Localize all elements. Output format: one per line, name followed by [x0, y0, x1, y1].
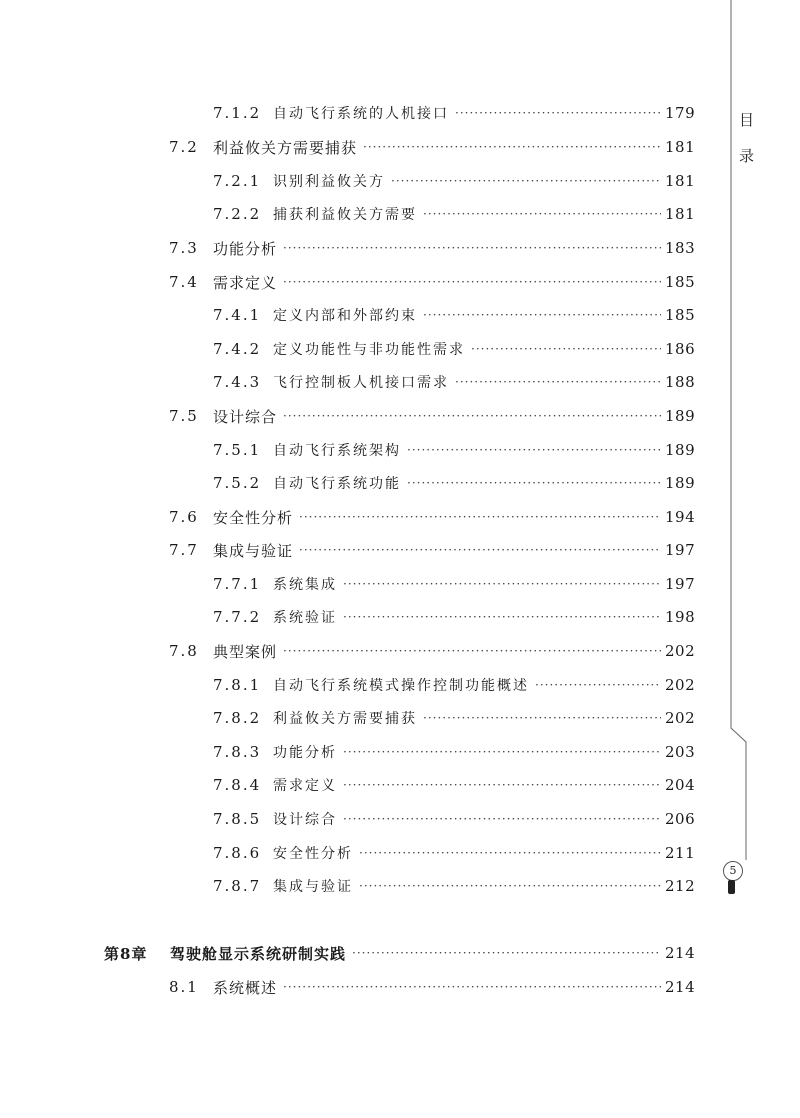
leader-dots: [455, 106, 661, 120]
entry-number: 7.8.5: [213, 810, 262, 828]
side-tab-char: 目: [739, 111, 755, 129]
entry-title: 利益攸关方需要捕获: [273, 711, 417, 727]
entry-page: 189: [665, 474, 696, 492]
entry-number: 7.4: [169, 273, 199, 291]
toc-entry[interactable]: [213, 572, 695, 596]
entry-number: 7.1.2: [213, 104, 262, 122]
entry-number: 7.2.2: [213, 205, 262, 223]
leader-dots: [283, 241, 661, 255]
toc-entry[interactable]: [213, 337, 695, 361]
entry-number: 7.5: [169, 407, 199, 425]
entry-page: 206: [665, 810, 696, 828]
entry-title: 系统验证: [273, 610, 337, 626]
leader-dots: [363, 140, 661, 154]
entry-page: 194: [665, 508, 696, 526]
entry-number: 7.4.2: [213, 340, 262, 358]
toc-entry[interactable]: [213, 169, 695, 193]
entry-number: 7.4.3: [213, 373, 262, 391]
leader-dots: [343, 778, 661, 792]
entry-page: 202: [665, 676, 696, 694]
leader-dots: [407, 476, 661, 490]
toc-entry[interactable]: [213, 807, 695, 831]
toc-entry[interactable]: [169, 975, 695, 999]
toc-entry[interactable]: [169, 639, 695, 663]
entry-page: 185: [665, 306, 696, 324]
leader-dots: [423, 308, 661, 322]
entry-title: 集成与验证: [273, 879, 353, 895]
entry-number: 8.1: [169, 978, 199, 996]
entry-page: 181: [665, 205, 696, 223]
leader-dots: [352, 946, 661, 960]
leader-dots: [343, 610, 661, 624]
toc-entry[interactable]: [213, 841, 695, 865]
leader-dots: [343, 812, 661, 826]
entry-page: 179: [665, 104, 696, 122]
entry-title: 自动飞行系统功能: [273, 476, 401, 492]
entry-page: 181: [665, 138, 696, 156]
entry-page: 197: [665, 575, 696, 593]
toc-entry[interactable]: [213, 202, 695, 226]
entry-title: 功能分析: [213, 239, 278, 258]
entry-title: 设计综合: [273, 812, 337, 828]
toc-entry[interactable]: [169, 404, 695, 428]
entry-number: 7.3: [169, 239, 199, 257]
leader-dots: [359, 846, 661, 860]
entry-title: 需求定义: [213, 273, 278, 292]
leader-dots: [471, 342, 661, 356]
toc-entry[interactable]: [169, 236, 695, 260]
entry-title: 捕获利益攸关方需要: [273, 207, 417, 223]
chapter-number: 第8章: [104, 944, 148, 963]
leader-dots: [359, 879, 661, 893]
toc-entry[interactable]: [213, 438, 695, 462]
entry-page: 202: [665, 642, 696, 660]
entry-page: 202: [665, 709, 696, 727]
side-tab-char: 录: [739, 147, 755, 165]
entry-page: 198: [665, 608, 696, 626]
leader-dots: [343, 577, 661, 591]
leader-dots: [423, 207, 661, 221]
entry-number: 7.8.1: [213, 676, 262, 694]
entry-title: 安全性分析: [213, 508, 294, 527]
entry-title: 典型案例: [213, 642, 278, 661]
page-number-marker: [728, 880, 735, 894]
entry-number: 7.6: [169, 508, 199, 526]
toc-entry[interactable]: [169, 538, 695, 562]
toc-entry[interactable]: [213, 605, 695, 629]
leader-dots: [283, 409, 661, 423]
entry-number: 7.5.1: [213, 441, 262, 459]
entry-number: 7.8.4: [213, 776, 262, 794]
entry-page: 183: [665, 239, 696, 257]
toc-entry[interactable]: [213, 874, 695, 898]
entry-page: 211: [665, 844, 696, 862]
entry-number: 7.8: [169, 642, 199, 660]
entry-page: 197: [665, 541, 696, 559]
side-tab-label: [739, 102, 753, 174]
leader-dots: [343, 745, 661, 759]
entry-page: 188: [665, 373, 696, 391]
toc-entry[interactable]: [213, 303, 695, 327]
entry-number: 7.2.1: [213, 172, 262, 190]
toc-entry[interactable]: [213, 706, 695, 730]
toc-entry[interactable]: [213, 101, 695, 125]
entry-title: 集成与验证: [213, 541, 294, 560]
entry-page: 189: [665, 441, 696, 459]
entry-page: 214: [665, 944, 696, 962]
entry-page: 204: [665, 776, 696, 794]
leader-dots: [535, 678, 661, 692]
entry-page: 203: [665, 743, 696, 761]
leader-dots: [283, 275, 661, 289]
entry-page: 181: [665, 172, 696, 190]
entry-number: 7.2: [169, 138, 199, 156]
entry-title: 系统集成: [273, 577, 337, 593]
entry-number: 7.7.2: [213, 608, 262, 626]
toc-entry[interactable]: [213, 673, 695, 697]
toc-entry[interactable]: [213, 740, 695, 764]
toc-entry[interactable]: [169, 505, 695, 529]
toc-chapter-entry[interactable]: [104, 941, 695, 965]
page-number: 5: [723, 861, 743, 881]
entry-number: 7.7.1: [213, 575, 262, 593]
entry-title: 定义功能性与非功能性需求: [273, 342, 465, 358]
entry-number: 7.7: [169, 541, 199, 559]
entry-number: 7.8.7: [213, 877, 262, 895]
leader-dots: [391, 174, 661, 188]
entry-title: 需求定义: [273, 778, 337, 794]
entry-title: 利益攸关方需要捕获: [213, 138, 358, 157]
entry-title: 定义内部和外部约束: [273, 308, 417, 324]
entry-number: 7.8.3: [213, 743, 262, 761]
entry-title: 自动飞行系统的人机接口: [273, 106, 449, 122]
leader-dots: [407, 443, 661, 457]
entry-number: 7.4.1: [213, 306, 262, 324]
entry-title: 自动飞行系统架构: [273, 443, 401, 459]
entry-title: 设计综合: [213, 407, 278, 426]
entry-page: 185: [665, 273, 696, 291]
entry-page: 214: [665, 978, 696, 996]
chapter-title: 驾驶舱显示系统研制实践: [170, 944, 347, 963]
leader-dots: [423, 711, 661, 725]
entry-page: 189: [665, 407, 696, 425]
entry-title: 安全性分析: [273, 846, 353, 862]
leader-dots: [299, 510, 661, 524]
toc-entry[interactable]: [213, 773, 695, 797]
toc-entry[interactable]: [169, 135, 695, 159]
entry-title: 系统概述: [213, 978, 278, 997]
toc-entry[interactable]: [213, 370, 695, 394]
leader-dots: [283, 980, 661, 994]
entry-number: 7.5.2: [213, 474, 262, 492]
leader-dots: [299, 543, 661, 557]
entry-page: 212: [665, 877, 696, 895]
entry-title: 功能分析: [273, 745, 337, 761]
toc-entry[interactable]: [169, 270, 695, 294]
entry-title: 识别利益攸关方: [273, 174, 385, 190]
leader-dots: [455, 375, 661, 389]
entry-page: 186: [665, 340, 696, 358]
leader-dots: [283, 644, 661, 658]
entry-number: 7.8.2: [213, 709, 262, 727]
entry-title: 自动飞行系统模式操作控制功能概述: [273, 678, 529, 694]
toc-entry[interactable]: [213, 471, 695, 495]
entry-title: 飞行控制板人机接口需求: [273, 375, 449, 391]
entry-number: 7.8.6: [213, 844, 262, 862]
